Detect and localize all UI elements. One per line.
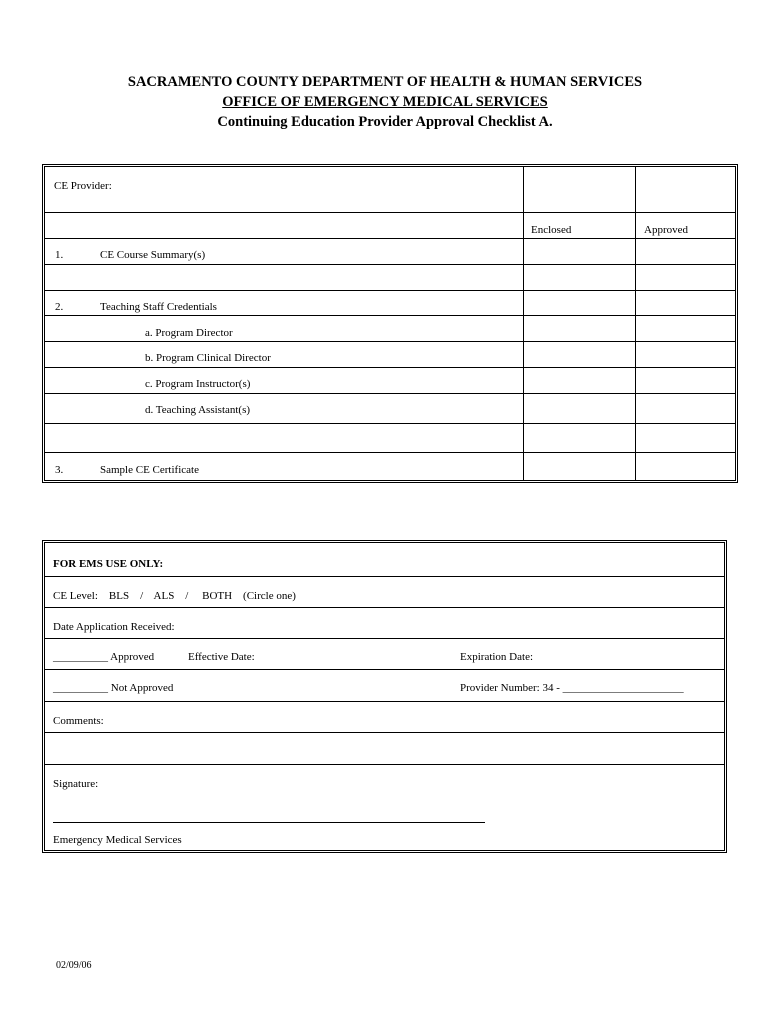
signature-row <box>45 765 724 850</box>
sub-item-label: b. Program Clinical Director <box>145 352 271 364</box>
item-label: Teaching Staff Credentials <box>100 301 217 313</box>
item-label: Sample CE Certificate <box>100 464 199 476</box>
checklist-row-1 <box>45 239 735 265</box>
approved-label: __________ Approved <box>53 651 155 663</box>
provider-number-label: Provider Number: 34 - ______________________ <box>460 682 684 694</box>
ems-signature-caption: Emergency Medical Services <box>53 834 182 846</box>
provider-label: CE Provider: <box>54 180 112 192</box>
checklist-row-3 <box>45 453 735 480</box>
not-approved-row <box>45 670 724 702</box>
sub-item-label: d. Teaching Assistant(s) <box>145 404 251 416</box>
signature-line <box>53 822 485 823</box>
checklist-row-blank <box>45 424 735 453</box>
checklist-row-2d <box>45 394 735 424</box>
department-title: SACRAMENTO COUNTY DEPARTMENT OF HEALTH & HUMAN SERVICES <box>127 74 643 90</box>
checklist-title: Continuing Education Provider Approval Checklist A. <box>217 114 553 130</box>
signature-label: Signature: <box>53 778 99 790</box>
comments-row <box>45 702 724 733</box>
approved-header: Approved <box>644 224 688 236</box>
sub-item-label: c. Program Instructor(s) <box>145 378 251 390</box>
column-header-row <box>45 213 735 239</box>
enclosed-header: Enclosed <box>531 224 572 236</box>
ems-title: FOR EMS USE ONLY: <box>53 558 164 570</box>
revision-date: 02/09/06 <box>56 960 92 971</box>
item-label: CE Course Summary(s) <box>100 249 206 261</box>
checklist-row-2 <box>45 291 735 316</box>
date-received-row <box>45 608 724 639</box>
checklist-row-2a <box>45 316 735 342</box>
checklist-row-2c <box>45 368 735 394</box>
item-number: 3. <box>55 464 64 476</box>
ce-level-text: CE Level: BLS / ALS / BOTH (Circle one) <box>53 590 296 602</box>
ems-use-only-box <box>42 540 727 853</box>
comments-label: Comments: <box>53 715 104 727</box>
ce-level-row <box>45 577 724 608</box>
item-number: 1. <box>55 249 64 261</box>
document-header <box>0 72 770 132</box>
date-received-label: Date Application Received: <box>53 621 175 633</box>
item-number: 2. <box>55 301 64 313</box>
not-approved-label: __________ Not Approved <box>53 682 174 694</box>
approval-checklist-table <box>42 164 738 483</box>
checklist-row-blank <box>45 265 735 291</box>
comments-blank-row <box>45 733 724 765</box>
checklist-row-2b <box>45 342 735 368</box>
office-title: OFFICE OF EMERGENCY MEDICAL SERVICES <box>222 94 548 110</box>
provider-row <box>45 167 735 213</box>
sub-item-label: a. Program Director <box>145 327 233 339</box>
ems-title-row <box>45 543 724 577</box>
effective-date-label: Effective Date: <box>188 651 255 663</box>
approved-row <box>45 639 724 670</box>
expiration-date-label: Expiration Date: <box>460 651 534 663</box>
